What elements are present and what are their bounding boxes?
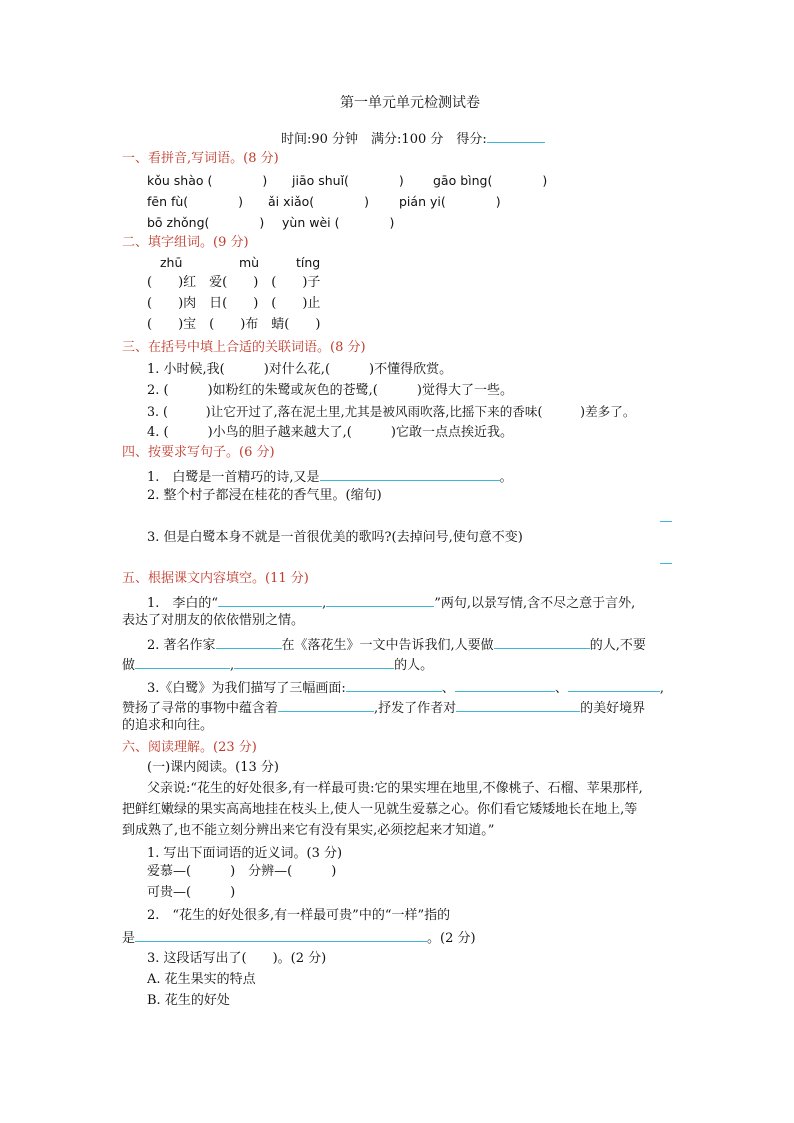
- option-a[interactable]: A. 花生果实的特点: [147, 972, 256, 987]
- exam-meta: [281, 129, 545, 148]
- question-text: ”两句,以景写情,含不尽之意于言外,: [434, 596, 636, 611]
- question-text: 3.《白鹭》为我们描写了三幅画面:: [147, 681, 346, 696]
- question-text: 2. 著名作家: [147, 638, 216, 653]
- question-text: 做: [122, 658, 136, 673]
- answer-blank[interactable]: [278, 698, 374, 712]
- question-5-1: [147, 593, 635, 612]
- subsection-heading: (一)课内阅读。(13 分): [147, 760, 279, 775]
- question-4-1: [147, 467, 513, 486]
- answer-blank[interactable]: [216, 635, 282, 649]
- passage-line: 到成熟了,也不能立刻分辨出来它有没有果实,必须挖起来才知道。”: [122, 823, 495, 838]
- passage-line: 把鲜红嫩绿的果实高高地挂在枝头上,使人一见就生爱慕之心。你们看它矮矮地长在地上,等: [122, 802, 638, 817]
- pinyin-label: tíng: [296, 255, 321, 270]
- question-text: 的人。: [394, 658, 434, 673]
- section-6-heading: 六、阅读理解。(23 分): [122, 740, 257, 755]
- question-text: 2. 整个村子都浸在桂花的香气里。(缩句): [147, 488, 382, 503]
- question-text: 。(2 分): [427, 931, 476, 946]
- question-text: 赞扬了寻常的事物中蕴含着: [122, 701, 279, 716]
- pinyin-label: zhū: [160, 255, 183, 270]
- question-5-3: [147, 678, 664, 697]
- question-5-2-line2: [122, 655, 433, 674]
- punctuation: ,: [322, 596, 327, 611]
- question-text: 1. 李白的“: [147, 596, 219, 611]
- question-text: 的追求和向往。: [122, 718, 214, 733]
- question-text: 1. 白鹭是一首精巧的诗,又是: [147, 470, 320, 485]
- pinyin-item: jiāo shuǐ( ): [292, 173, 404, 188]
- answer-blank[interactable]: [568, 678, 660, 692]
- question-text: 3. 但是白鹭本身不就是一首很优美的歌吗?(去掉问号,使句意不变): [147, 530, 523, 545]
- answer-blank[interactable]: [135, 928, 427, 942]
- pinyin-item: gāo bìng( ): [433, 173, 548, 188]
- question-text: 3. ( )让它开过了,落在泥土里,尤其是被风雨吹落,比摇下来的香味( )差多了。: [147, 404, 636, 419]
- punctuation: 、: [441, 681, 455, 696]
- punctuation: ,: [659, 681, 664, 696]
- punctuation: ,: [230, 658, 235, 673]
- time-score-text: 时间:90 分钟 满分:100 分 得分:: [281, 132, 487, 147]
- fill-char-row: ( )红 爱( ) ( )子: [147, 275, 321, 290]
- question-text: ,抒发了作者对: [374, 701, 457, 716]
- question-text: 的美好境界: [580, 701, 646, 716]
- question-text: 1. 写出下面词语的近义词。(3 分): [147, 846, 343, 861]
- question-text: 4. ( )小鸟的胆子越来越大了,( )它敢一点点挨近我。: [147, 425, 513, 440]
- answer-line-end[interactable]: [660, 563, 672, 564]
- question-6-2-line2: [122, 928, 476, 947]
- answer-blank[interactable]: [320, 467, 500, 481]
- punctuation: 。: [499, 470, 513, 485]
- question-text: 2. ( )如粉红的朱鹭或灰色的苍鹭,( )觉得大了一些。: [147, 383, 513, 398]
- fill-char-row: ( )肉 日( ) ( )止: [147, 296, 321, 311]
- answer-blank[interactable]: [494, 635, 590, 649]
- question-5-3-line2: [122, 698, 645, 717]
- section-4-heading: 四、按要求写句子。(6 分): [122, 445, 275, 460]
- section-5-heading: 五、根据课文内容填空。(11 分): [122, 571, 309, 586]
- option-b[interactable]: B. 花生的好处: [147, 993, 230, 1008]
- question-text: 1. 小时候,我( )对什么花,( )不懂得欣赏。: [147, 362, 453, 377]
- section-2-heading: 二、填字组词。(9 分): [122, 235, 249, 250]
- punctuation: 、: [554, 681, 568, 696]
- pinyin-item: ǎi xiǎo( ): [268, 194, 370, 209]
- answer-blank[interactable]: [346, 678, 442, 692]
- question-text: 是: [122, 931, 136, 946]
- pinyin-item: yùn wèi ( ): [282, 215, 395, 230]
- fill-char-row: ( )宝 ( )布 蜻( ): [147, 317, 321, 332]
- pinyin-item: fēn fù( ): [147, 194, 244, 209]
- passage-line: 父亲说:“花生的好处很多,有一样最可贵:它的果实埋在地里,不像桃子、石榴、苹果那样,: [147, 781, 643, 796]
- question-text: 表达了对朋友的依依惜别之情。: [122, 613, 305, 628]
- pinyin-item: bō zhǒng( ): [147, 215, 265, 230]
- question-text: 的人,不要: [589, 638, 646, 653]
- answer-line-end[interactable]: [660, 521, 672, 522]
- question-text: 2. “花生的好处很多,有一样最可贵”中的“一样”指的: [147, 908, 451, 923]
- question-text: 3. 这段话写出了( )。(2 分): [147, 951, 327, 966]
- answer-blank[interactable]: [456, 698, 580, 712]
- page-title: 第一单元单元检测试卷: [340, 95, 480, 111]
- question-text: 在《落花生》一文中告诉我们,人要做: [281, 638, 494, 653]
- section-1-heading: 一、看拼音,写词语。(8 分): [122, 151, 279, 166]
- answer-blank[interactable]: [135, 655, 230, 669]
- question-text: 可贵—( ): [147, 885, 236, 900]
- pinyin-item: pián yi( ): [399, 194, 501, 209]
- pinyin-label: mù: [239, 255, 260, 270]
- question-text: 爱慕—( ) 分辨—( ): [147, 864, 337, 879]
- pinyin-item: kǒu shào ( ): [147, 173, 268, 188]
- answer-blank[interactable]: [326, 593, 434, 607]
- answer-blank[interactable]: [218, 593, 322, 607]
- question-5-2: [147, 635, 646, 654]
- section-3-heading: 三、在括号中填上合适的关联词语。(8 分): [122, 340, 366, 355]
- answer-blank[interactable]: [234, 655, 394, 669]
- score-blank[interactable]: [487, 129, 545, 143]
- answer-blank[interactable]: [455, 678, 555, 692]
